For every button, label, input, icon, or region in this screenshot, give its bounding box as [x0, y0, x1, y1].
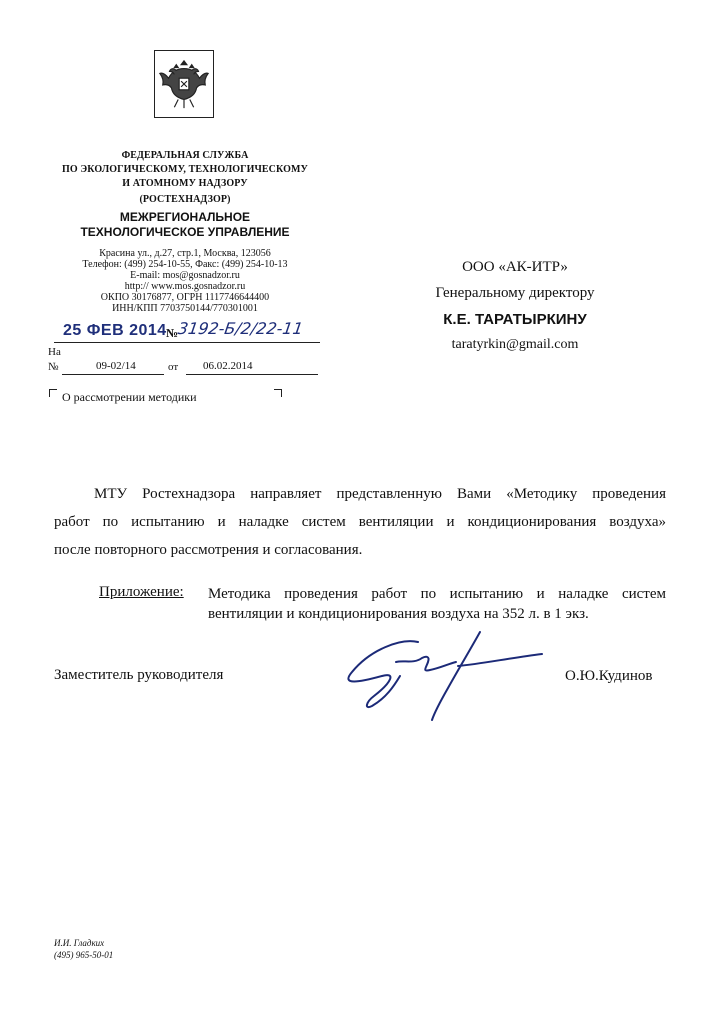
reference-on-label: На — [48, 346, 61, 358]
department-name-line-2: ТЕХНОЛОГИЧЕСКОЕ УПРАВЛЕНИЕ — [80, 225, 290, 239]
reference-date-underline — [186, 374, 318, 375]
recipient-email: taratyrkin@gmail.com — [451, 337, 579, 352]
body-line-2: работ по испытанию и наладке систем вентиляции и кондиционирования воздуха» — [54, 514, 666, 530]
recipient-position: Генеральному директору — [435, 285, 595, 301]
agency-name-line-1: ФЕДЕРАЛЬНАЯ СЛУЖБА — [121, 150, 249, 161]
coat-of-arms-emblem — [154, 50, 214, 118]
letter-body — [54, 480, 666, 564]
contact-address: Красина ул., д.27, стр.1, Москва, 123056 — [99, 248, 271, 259]
appendix-text — [208, 584, 666, 624]
contact-website: http:// www.mos.gosnadzor.ru — [124, 281, 246, 292]
reference-number-value: 09-02/14 — [96, 360, 136, 372]
reference-number-label: № — [48, 361, 59, 373]
subject-corner-left — [49, 389, 57, 397]
agency-name-line-3: И АТОМНОМУ НАДЗОРУ — [122, 178, 248, 189]
letter-subject: О рассмотрении методики — [62, 390, 197, 404]
appendix-label: Приложение: — [99, 584, 184, 600]
executor-name: И.И. Гладких — [54, 938, 105, 948]
signatory-title: Заместитель руководителя — [54, 667, 224, 683]
subject-corner-right — [274, 389, 282, 397]
executor-phone: (495) 965-50-01 — [54, 950, 114, 960]
outgoing-date-stamp: 25 ФЕВ 2014 — [63, 322, 167, 339]
double-headed-eagle-icon — [155, 51, 213, 117]
recipient-company: ООО «АК-ИТР» — [462, 259, 568, 275]
contact-okpo-ogrn: ОКПО 30176877, ОГРН 1117746644400 — [100, 292, 270, 303]
appendix-line-2: вентиляции и кондиционирования воздуха на 352 л. в 1 экз. — [208, 606, 589, 622]
appendix-line-1: Методика проведения работ по испытанию и наладке систем — [208, 586, 666, 602]
contact-phone-fax: Телефон: (499) 254-10-55, Факс: (499) 254-10-13 — [82, 259, 288, 270]
outgoing-number-underline — [54, 342, 320, 343]
outgoing-registration-number: 3192-Б/2/22-11 — [176, 319, 305, 338]
agency-name-line-2: ПО ЭКОЛОГИЧЕСКОМУ, ТЕХНОЛОГИЧЕСКОМУ — [62, 164, 308, 175]
outgoing-number-sign: № — [166, 326, 179, 340]
reference-date-value: 06.02.2014 — [203, 360, 253, 372]
contact-email: E-mail: mos@gosnadzor.ru — [130, 270, 240, 281]
body-line-1: МТУ Ростехнадзора направляет представленную Вами «Методику проведения — [94, 486, 666, 502]
handwritten-signature — [330, 620, 560, 730]
reference-number-underline — [62, 374, 164, 375]
department-name-line-1: МЕЖРЕГИОНАЛЬНОЕ — [119, 210, 251, 224]
contact-inn-kpp: ИНН/КПП 7703750144/770301001 — [112, 303, 258, 314]
agency-abbreviation: (РОСТЕХНАДЗОР) — [139, 194, 231, 205]
reference-from-label: от — [168, 361, 179, 373]
body-line-3: после повторного рассмотрения и согласования. — [54, 542, 363, 558]
signatory-name: О.Ю.Кудинов — [565, 668, 653, 684]
recipient-name: К.Е. ТАРАТЫРКИНУ — [443, 311, 587, 328]
